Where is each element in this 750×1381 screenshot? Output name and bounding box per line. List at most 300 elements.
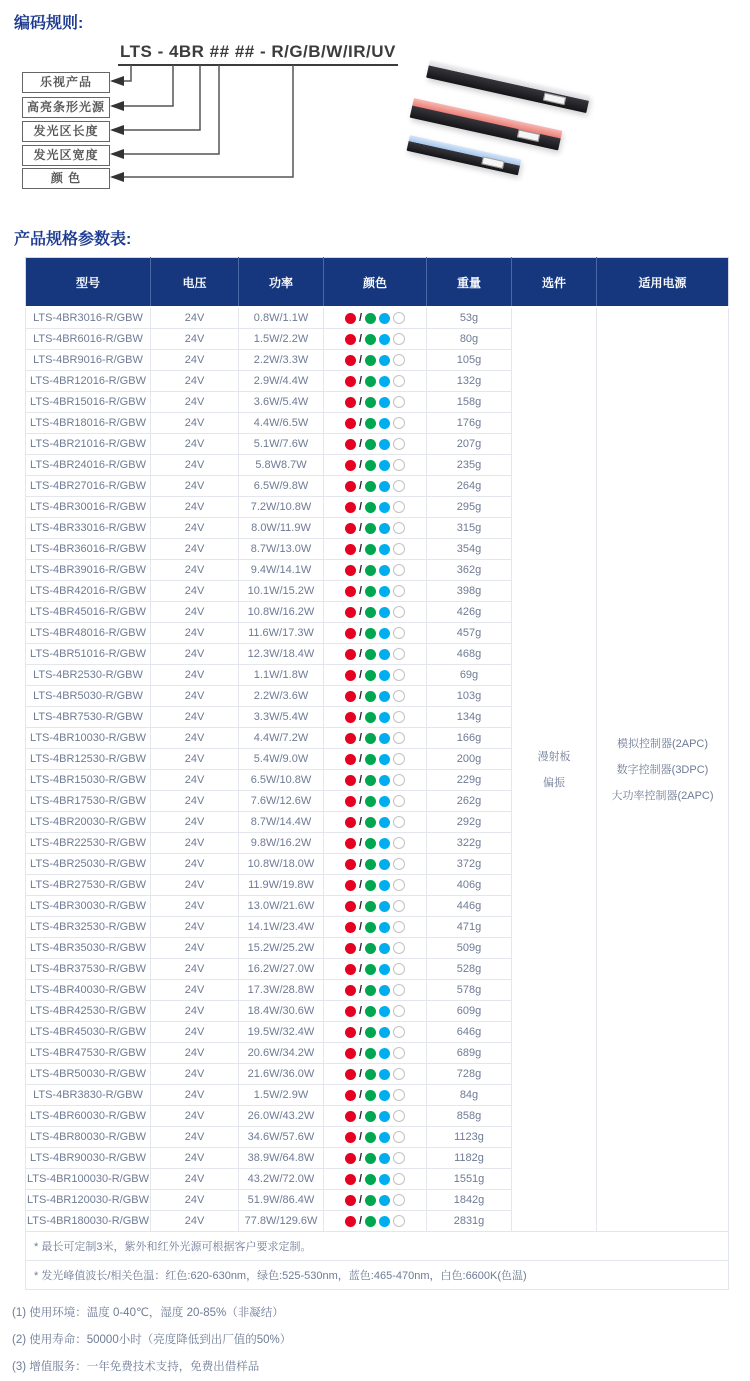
white-color-dot bbox=[393, 543, 405, 555]
weight-cell: 728g bbox=[427, 1064, 512, 1085]
color-options-cell bbox=[324, 980, 427, 1001]
weight-cell: 1123g bbox=[427, 1127, 512, 1148]
color-separator: / bbox=[358, 480, 363, 493]
color-separator: / bbox=[358, 1047, 363, 1060]
blue-color-dot bbox=[379, 1111, 390, 1122]
blue-color-dot bbox=[379, 922, 390, 933]
blue-color-dot bbox=[379, 439, 390, 450]
red-color-dot bbox=[345, 859, 356, 870]
color-separator: / bbox=[358, 1152, 363, 1165]
color-options-cell bbox=[324, 728, 427, 749]
color-separator: / bbox=[358, 564, 363, 577]
color-options-cell bbox=[324, 644, 427, 665]
red-color-dot bbox=[345, 775, 356, 786]
blue-color-dot bbox=[379, 880, 390, 891]
power-supply-item: 模拟控制器(2APC) bbox=[616, 737, 709, 750]
color-options-cell bbox=[324, 707, 427, 728]
blue-color-dot bbox=[379, 418, 390, 429]
model-cell: LTS-4BR35030-R/GBW bbox=[26, 938, 151, 959]
white-color-dot bbox=[393, 858, 405, 870]
red-color-dot bbox=[345, 586, 356, 597]
power-cell: 6.5W/10.8W bbox=[239, 770, 324, 791]
weight-cell: 398g bbox=[427, 581, 512, 602]
color-separator: / bbox=[358, 879, 363, 892]
power-supply-cell bbox=[597, 307, 729, 1232]
model-cell: LTS-4BR47530-R/GBW bbox=[26, 1043, 151, 1064]
color-options-cell bbox=[324, 1127, 427, 1148]
code-label-color: 颜 色 bbox=[22, 168, 110, 189]
white-bar-light-image bbox=[426, 60, 590, 113]
power-cell: 43.2W/72.0W bbox=[239, 1169, 324, 1190]
model-cell: LTS-4BR12530-R/GBW bbox=[26, 749, 151, 770]
header-power-supply: 适用电源 bbox=[597, 258, 729, 308]
green-color-dot bbox=[365, 376, 376, 387]
model-cell: LTS-4BR36016-R/GBW bbox=[26, 539, 151, 560]
white-color-dot bbox=[393, 1173, 405, 1185]
white-color-dot bbox=[393, 648, 405, 660]
green-color-dot bbox=[365, 859, 376, 870]
color-separator: / bbox=[358, 1005, 363, 1018]
color-options-cell bbox=[324, 476, 427, 497]
red-color-dot bbox=[345, 1174, 356, 1185]
voltage-cell: 24V bbox=[151, 350, 239, 371]
blue-color-dot bbox=[379, 691, 390, 702]
power-cell: 20.6W/34.2W bbox=[239, 1043, 324, 1064]
white-color-dot bbox=[393, 1152, 405, 1164]
red-color-dot bbox=[345, 733, 356, 744]
red-color-dot bbox=[345, 313, 356, 324]
color-separator: / bbox=[358, 963, 363, 976]
color-separator: / bbox=[358, 921, 363, 934]
green-color-dot bbox=[365, 460, 376, 471]
power-cell: 14.1W/23.4W bbox=[239, 917, 324, 938]
red-color-dot bbox=[345, 523, 356, 534]
red-color-dot bbox=[345, 754, 356, 765]
white-color-dot bbox=[393, 333, 405, 345]
white-color-dot bbox=[393, 711, 405, 723]
table-note-row bbox=[26, 1232, 729, 1261]
model-cell: LTS-4BR5030-R/GBW bbox=[26, 686, 151, 707]
red-color-dot bbox=[345, 649, 356, 660]
white-color-dot bbox=[393, 480, 405, 492]
weight-cell: 1182g bbox=[427, 1148, 512, 1169]
white-color-dot bbox=[393, 732, 405, 744]
model-cell: LTS-4BR3830-R/GBW bbox=[26, 1085, 151, 1106]
option-item: 漫射板 bbox=[537, 750, 571, 763]
header-voltage: 电压 bbox=[151, 258, 239, 308]
power-cell: 16.2W/27.0W bbox=[239, 959, 324, 980]
voltage-cell: 24V bbox=[151, 1211, 239, 1232]
power-cell: 8.7W/14.4W bbox=[239, 812, 324, 833]
color-separator: / bbox=[358, 669, 363, 682]
color-options-cell bbox=[324, 812, 427, 833]
voltage-cell: 24V bbox=[151, 1169, 239, 1190]
blue-color-dot bbox=[379, 544, 390, 555]
color-separator: / bbox=[358, 312, 363, 325]
white-color-dot bbox=[393, 585, 405, 597]
color-options-cell bbox=[324, 539, 427, 560]
green-color-dot bbox=[365, 628, 376, 639]
color-options-cell bbox=[324, 581, 427, 602]
red-color-dot bbox=[345, 502, 356, 513]
model-cell: LTS-4BR27016-R/GBW bbox=[26, 476, 151, 497]
white-color-dot bbox=[393, 984, 405, 996]
voltage-cell: 24V bbox=[151, 497, 239, 518]
model-cell: LTS-4BR6016-R/GBW bbox=[26, 329, 151, 350]
color-separator: / bbox=[358, 732, 363, 745]
weight-cell: 235g bbox=[427, 455, 512, 476]
color-separator: / bbox=[358, 942, 363, 955]
model-cell: LTS-4BR50030-R/GBW bbox=[26, 1064, 151, 1085]
power-cell: 9.8W/16.2W bbox=[239, 833, 324, 854]
model-cell: LTS-4BR15016-R/GBW bbox=[26, 392, 151, 413]
header-model: 型号 bbox=[26, 258, 151, 308]
power-cell: 1.5W/2.2W bbox=[239, 329, 324, 350]
red-color-dot bbox=[345, 376, 356, 387]
blue-color-dot bbox=[379, 481, 390, 492]
color-options-cell bbox=[324, 1043, 427, 1064]
white-color-dot bbox=[393, 837, 405, 849]
weight-cell: 229g bbox=[427, 770, 512, 791]
green-color-dot bbox=[365, 733, 376, 744]
spec-table bbox=[25, 257, 729, 1290]
power-cell: 1.1W/1.8W bbox=[239, 665, 324, 686]
power-supply-item: 大功率控制器(2APC) bbox=[611, 789, 714, 802]
red-color-dot bbox=[345, 481, 356, 492]
model-cell: LTS-4BR48016-R/GBW bbox=[26, 623, 151, 644]
green-color-dot bbox=[365, 880, 376, 891]
color-separator: / bbox=[358, 774, 363, 787]
voltage-cell: 24V bbox=[151, 1190, 239, 1211]
white-color-dot bbox=[393, 879, 405, 891]
model-cell: LTS-4BR21016-R/GBW bbox=[26, 434, 151, 455]
red-color-dot bbox=[345, 1111, 356, 1122]
blue-color-dot bbox=[379, 649, 390, 660]
voltage-cell: 24V bbox=[151, 686, 239, 707]
power-cell: 2.9W/4.4W bbox=[239, 371, 324, 392]
weight-cell: 1842g bbox=[427, 1190, 512, 1211]
red-color-dot bbox=[345, 628, 356, 639]
weight-cell: 166g bbox=[427, 728, 512, 749]
model-cell: LTS-4BR45030-R/GBW bbox=[26, 1022, 151, 1043]
product-photo bbox=[400, 30, 750, 210]
weight-cell: 406g bbox=[427, 875, 512, 896]
code-label-emitting-length: 发光区长度 bbox=[22, 121, 110, 142]
spec-rows bbox=[26, 307, 729, 1232]
weight-cell: 1551g bbox=[427, 1169, 512, 1190]
power-cell: 4.4W/7.2W bbox=[239, 728, 324, 749]
red-color-dot bbox=[345, 397, 356, 408]
code-label-leshi-product: 乐视产品 bbox=[22, 72, 110, 93]
model-cell: LTS-4BR17530-R/GBW bbox=[26, 791, 151, 812]
red-color-dot bbox=[345, 880, 356, 891]
model-cell: LTS-4BR15030-R/GBW bbox=[26, 770, 151, 791]
color-options-cell bbox=[324, 392, 427, 413]
blue-color-dot bbox=[379, 502, 390, 513]
color-separator: / bbox=[358, 1194, 363, 1207]
model-cell: LTS-4BR30030-R/GBW bbox=[26, 896, 151, 917]
color-options-cell bbox=[324, 1085, 427, 1106]
red-color-dot bbox=[345, 1027, 356, 1038]
model-cell: LTS-4BR3016-R/GBW bbox=[26, 307, 151, 329]
blue-color-dot bbox=[379, 397, 390, 408]
power-cell: 34.6W/57.6W bbox=[239, 1127, 324, 1148]
white-color-dot bbox=[393, 1215, 405, 1227]
voltage-cell: 24V bbox=[151, 1127, 239, 1148]
model-cell: LTS-4BR37530-R/GBW bbox=[26, 959, 151, 980]
green-color-dot bbox=[365, 1216, 376, 1227]
weight-cell: 426g bbox=[427, 602, 512, 623]
white-color-dot bbox=[393, 690, 405, 702]
voltage-cell: 24V bbox=[151, 707, 239, 728]
color-separator: / bbox=[358, 417, 363, 430]
red-color-dot bbox=[345, 1048, 356, 1059]
power-cell: 5.8W8.7W bbox=[239, 455, 324, 476]
blue-color-dot bbox=[379, 775, 390, 786]
red-color-dot bbox=[345, 670, 356, 681]
weight-cell: 132g bbox=[427, 371, 512, 392]
white-color-dot bbox=[393, 900, 405, 912]
model-cell: LTS-4BR25030-R/GBW bbox=[26, 854, 151, 875]
color-options-cell bbox=[324, 518, 427, 539]
model-cell: LTS-4BR33016-R/GBW bbox=[26, 518, 151, 539]
weight-cell: 471g bbox=[427, 917, 512, 938]
voltage-cell: 24V bbox=[151, 602, 239, 623]
color-options-cell bbox=[324, 1169, 427, 1190]
model-cell: LTS-4BR60030-R/GBW bbox=[26, 1106, 151, 1127]
voltage-cell: 24V bbox=[151, 980, 239, 1001]
color-options-cell bbox=[324, 833, 427, 854]
blue-color-dot bbox=[379, 376, 390, 387]
weight-cell: 176g bbox=[427, 413, 512, 434]
red-color-dot bbox=[345, 565, 356, 576]
power-cell: 7.6W/12.6W bbox=[239, 791, 324, 812]
blue-color-dot bbox=[379, 313, 390, 324]
white-color-dot bbox=[393, 375, 405, 387]
color-options-cell bbox=[324, 371, 427, 392]
bar-sticker bbox=[481, 156, 504, 169]
blue-color-dot bbox=[379, 355, 390, 366]
red-color-dot bbox=[345, 1090, 356, 1101]
color-options-cell bbox=[324, 350, 427, 371]
color-options-cell bbox=[324, 1001, 427, 1022]
power-cell: 11.6W/17.3W bbox=[239, 623, 324, 644]
red-color-dot bbox=[345, 985, 356, 996]
weight-cell: 578g bbox=[427, 980, 512, 1001]
model-cell: LTS-4BR9016-R/GBW bbox=[26, 350, 151, 371]
power-cell: 8.7W/13.0W bbox=[239, 539, 324, 560]
red-color-dot bbox=[345, 1006, 356, 1017]
white-color-dot bbox=[393, 354, 405, 366]
green-color-dot bbox=[365, 922, 376, 933]
blue-color-dot bbox=[379, 607, 390, 618]
color-separator: / bbox=[358, 627, 363, 640]
power-cell: 38.9W/64.8W bbox=[239, 1148, 324, 1169]
weight-cell: 207g bbox=[427, 434, 512, 455]
color-separator: / bbox=[358, 459, 363, 472]
color-separator: / bbox=[358, 1110, 363, 1123]
power-cell: 11.9W/19.8W bbox=[239, 875, 324, 896]
weight-cell: 2831g bbox=[427, 1211, 512, 1232]
green-color-dot bbox=[365, 607, 376, 618]
red-color-dot bbox=[345, 460, 356, 471]
white-color-dot bbox=[393, 438, 405, 450]
weight-cell: 689g bbox=[427, 1043, 512, 1064]
green-color-dot bbox=[365, 796, 376, 807]
color-separator: / bbox=[358, 1173, 363, 1186]
red-color-dot bbox=[345, 712, 356, 723]
voltage-cell: 24V bbox=[151, 665, 239, 686]
color-options-cell bbox=[324, 686, 427, 707]
white-color-dot bbox=[393, 564, 405, 576]
weight-cell: 264g bbox=[427, 476, 512, 497]
model-cell: LTS-4BR90030-R/GBW bbox=[26, 1148, 151, 1169]
power-cell: 10.8W/18.0W bbox=[239, 854, 324, 875]
power-cell: 2.2W/3.6W bbox=[239, 686, 324, 707]
color-options-cell bbox=[324, 1064, 427, 1085]
power-cell: 0.8W/1.1W bbox=[239, 307, 324, 329]
weight-cell: 646g bbox=[427, 1022, 512, 1043]
table-notes bbox=[26, 1232, 729, 1290]
blue-color-dot bbox=[379, 1069, 390, 1080]
green-color-dot bbox=[365, 523, 376, 534]
blue-color-dot bbox=[379, 523, 390, 534]
white-color-dot bbox=[393, 921, 405, 933]
weight-cell: 354g bbox=[427, 539, 512, 560]
red-color-dot bbox=[345, 1195, 356, 1206]
red-color-dot bbox=[345, 355, 356, 366]
color-separator: / bbox=[358, 837, 363, 850]
bar-sticker bbox=[543, 92, 566, 105]
weight-cell: 262g bbox=[427, 791, 512, 812]
green-color-dot bbox=[365, 565, 376, 576]
weight-cell: 69g bbox=[427, 665, 512, 686]
voltage-cell: 24V bbox=[151, 329, 239, 350]
table-row bbox=[26, 307, 729, 329]
green-color-dot bbox=[365, 712, 376, 723]
table-note-row bbox=[26, 1261, 729, 1290]
power-cell: 12.3W/18.4W bbox=[239, 644, 324, 665]
green-color-dot bbox=[365, 502, 376, 513]
model-cell: LTS-4BR45016-R/GBW bbox=[26, 602, 151, 623]
voltage-cell: 24V bbox=[151, 791, 239, 812]
blue-color-dot bbox=[379, 1132, 390, 1143]
weight-cell: 372g bbox=[427, 854, 512, 875]
green-color-dot bbox=[365, 1174, 376, 1185]
color-separator: / bbox=[358, 753, 363, 766]
blue-color-dot bbox=[379, 670, 390, 681]
footer-note: (3) 增值服务：一年免费技术支持，免费出借样品 bbox=[12, 1361, 260, 1373]
red-color-dot bbox=[345, 901, 356, 912]
blue-color-dot bbox=[379, 1027, 390, 1038]
power-cell: 21.6W/36.0W bbox=[239, 1064, 324, 1085]
green-color-dot bbox=[365, 1006, 376, 1017]
voltage-cell: 24V bbox=[151, 455, 239, 476]
model-cell: LTS-4BR51016-R/GBW bbox=[26, 644, 151, 665]
power-cell: 10.8W/16.2W bbox=[239, 602, 324, 623]
red-color-dot bbox=[345, 943, 356, 954]
color-separator: / bbox=[358, 1026, 363, 1039]
weight-cell: 158g bbox=[427, 392, 512, 413]
white-color-dot bbox=[393, 1110, 405, 1122]
red-color-dot bbox=[345, 1132, 356, 1143]
white-color-dot bbox=[393, 522, 405, 534]
voltage-cell: 24V bbox=[151, 307, 239, 329]
color-options-cell bbox=[324, 1190, 427, 1211]
color-options-cell bbox=[324, 1022, 427, 1043]
white-color-dot bbox=[393, 963, 405, 975]
spec-table-header bbox=[26, 258, 729, 308]
voltage-cell: 24V bbox=[151, 938, 239, 959]
color-options-cell bbox=[324, 560, 427, 581]
green-color-dot bbox=[365, 1111, 376, 1122]
red-color-dot bbox=[345, 1216, 356, 1227]
model-cell: LTS-4BR120030-R/GBW bbox=[26, 1190, 151, 1211]
power-cell: 8.0W/11.9W bbox=[239, 518, 324, 539]
color-options-cell bbox=[324, 854, 427, 875]
weight-cell: 105g bbox=[427, 350, 512, 371]
voltage-cell: 24V bbox=[151, 1022, 239, 1043]
code-label-emitting-width: 发光区宽度 bbox=[22, 145, 110, 166]
voltage-cell: 24V bbox=[151, 812, 239, 833]
model-cell: LTS-4BR12016-R/GBW bbox=[26, 371, 151, 392]
weight-cell: 509g bbox=[427, 938, 512, 959]
red-color-dot bbox=[345, 607, 356, 618]
color-separator: / bbox=[358, 1068, 363, 1081]
green-color-dot bbox=[365, 355, 376, 366]
color-options-cell bbox=[324, 623, 427, 644]
header-options: 选件 bbox=[512, 258, 597, 308]
green-color-dot bbox=[365, 754, 376, 765]
power-cell: 2.2W/3.3W bbox=[239, 350, 324, 371]
white-color-dot bbox=[393, 1131, 405, 1143]
red-color-dot bbox=[345, 838, 356, 849]
green-color-dot bbox=[365, 418, 376, 429]
weight-cell: 528g bbox=[427, 959, 512, 980]
white-color-dot bbox=[393, 1005, 405, 1017]
blue-color-dot bbox=[379, 1006, 390, 1017]
color-separator: / bbox=[358, 396, 363, 409]
power-cell: 7.2W/10.8W bbox=[239, 497, 324, 518]
weight-cell: 468g bbox=[427, 644, 512, 665]
color-separator: / bbox=[358, 648, 363, 661]
footer-note: (1) 使用环境：温度 0-40℃，湿度 20-85%（非凝结） bbox=[12, 1307, 284, 1319]
white-color-dot bbox=[393, 669, 405, 681]
color-separator: / bbox=[358, 354, 363, 367]
voltage-cell: 24V bbox=[151, 770, 239, 791]
model-cell: LTS-4BR2530-R/GBW bbox=[26, 665, 151, 686]
green-color-dot bbox=[365, 334, 376, 345]
voltage-cell: 24V bbox=[151, 434, 239, 455]
color-separator: / bbox=[358, 543, 363, 556]
model-cell: LTS-4BR100030-R/GBW bbox=[26, 1169, 151, 1190]
voltage-cell: 24V bbox=[151, 539, 239, 560]
weight-cell: 200g bbox=[427, 749, 512, 770]
header-weight: 重量 bbox=[427, 258, 512, 308]
color-options-cell bbox=[324, 1211, 427, 1232]
footer-notes bbox=[12, 1300, 750, 1381]
white-color-dot bbox=[393, 606, 405, 618]
color-options-cell bbox=[324, 959, 427, 980]
footer-note: (2) 使用寿命：50000小时（亮度降低到出厂值的50%） bbox=[12, 1334, 292, 1346]
red-color-dot bbox=[345, 1153, 356, 1164]
weight-cell: 80g bbox=[427, 329, 512, 350]
red-color-dot bbox=[345, 418, 356, 429]
green-color-dot bbox=[365, 1069, 376, 1080]
color-separator: / bbox=[358, 1089, 363, 1102]
blue-color-dot bbox=[379, 628, 390, 639]
model-cell: LTS-4BR32530-R/GBW bbox=[26, 917, 151, 938]
